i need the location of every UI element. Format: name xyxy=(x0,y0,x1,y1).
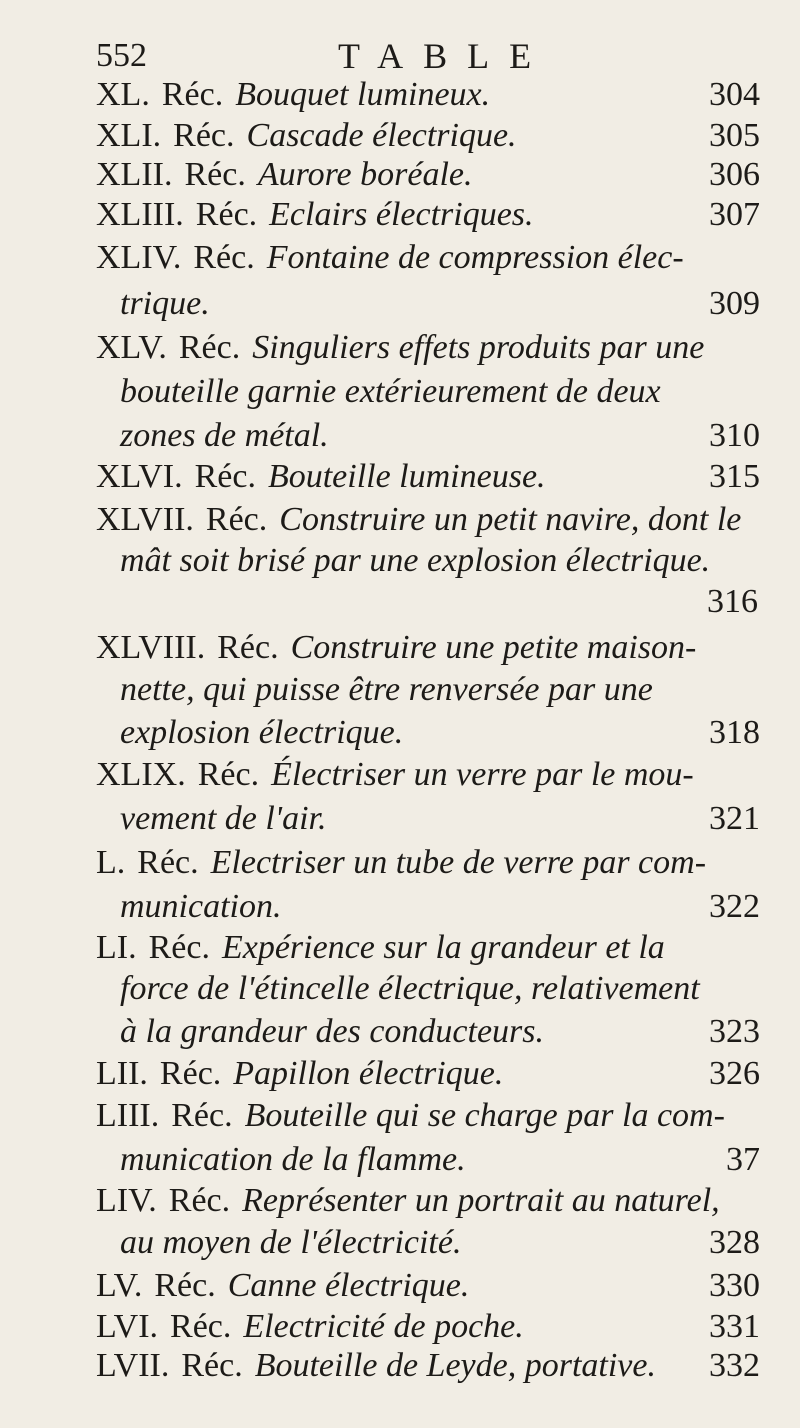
entry-rec-label: Réc. xyxy=(161,76,224,113)
entry-title: munication. xyxy=(120,888,282,925)
entry-page-number: 328 xyxy=(709,1224,760,1261)
entry-page-number: 322 xyxy=(709,888,760,925)
toc-line xyxy=(0,497,800,543)
toc-line xyxy=(0,1220,800,1266)
entry-number: LII. xyxy=(96,1055,148,1092)
entry-rec-label: Réc. xyxy=(195,196,258,233)
entry-page-number: 331 xyxy=(709,1308,760,1345)
toc-line xyxy=(0,840,800,886)
entry-title: zones de métal. xyxy=(120,417,329,454)
entry-page-number: 310 xyxy=(709,417,760,454)
entry-number: LVII. xyxy=(96,1347,170,1384)
entry-number: LI. xyxy=(96,929,137,966)
toc-line xyxy=(0,710,800,756)
entry-rec-label: Réc. xyxy=(193,239,255,276)
entry-page-number: 306 xyxy=(709,156,760,193)
entry-number: L. xyxy=(96,844,126,881)
entry-number: XLI. xyxy=(96,117,162,154)
entry-rec-label: Réc. xyxy=(170,1308,232,1345)
toc-line xyxy=(0,752,800,798)
entry-number: XLVII. xyxy=(96,501,194,538)
entry-title: Construire une petite maison- xyxy=(290,629,697,666)
entry-title: à la grandeur des conducteurs. xyxy=(120,1013,545,1050)
entry-rec-label: Réc. xyxy=(194,458,256,495)
toc-line xyxy=(0,966,800,1012)
toc-line xyxy=(0,192,800,238)
toc-line xyxy=(0,538,800,584)
entry-number: XLIII. xyxy=(96,196,184,233)
entry-number: LIII. xyxy=(96,1097,160,1134)
entry-number: XL. xyxy=(96,76,150,113)
entry-title: bouteille garnie extérieurement de deux xyxy=(120,373,661,410)
entry-rec-label: Réc. xyxy=(137,844,199,881)
entry-title: Electriser un tube de verre par com- xyxy=(210,844,707,881)
entry-title: Représenter un portrait au naturel, xyxy=(242,1182,720,1219)
entry-page-number: 309 xyxy=(709,285,760,322)
toc-line xyxy=(0,369,800,415)
toc-line xyxy=(0,579,800,625)
entry-rec-label: Réc. xyxy=(148,929,210,966)
entry-page-number: 330 xyxy=(709,1267,760,1304)
toc-line xyxy=(0,1178,800,1224)
entry-title: Fontaine de compression élec- xyxy=(266,239,684,276)
entry-title: Aurore boréale. xyxy=(257,156,473,193)
entry-number: XLV. xyxy=(96,329,167,366)
entry-title: Bouteille lumineuse. xyxy=(267,458,546,495)
entry-title: Singuliers effets produits par une xyxy=(252,329,705,366)
entry-page-number: 305 xyxy=(709,117,760,154)
entry-number: XLVIII. xyxy=(96,629,206,666)
entry-rec-label: Réc. xyxy=(168,1182,231,1219)
entry-page-number: 307 xyxy=(709,196,760,233)
toc-line xyxy=(0,1009,800,1055)
entry-page-number: 323 xyxy=(709,1013,760,1050)
entry-title: Bouteille de Leyde, portative. xyxy=(254,1347,656,1384)
entry-rec-label: Réc. xyxy=(178,329,241,366)
toc-line xyxy=(0,884,800,930)
entry-rec-label: Réc. xyxy=(181,1347,243,1384)
entry-number: XLIV. xyxy=(96,239,182,276)
entry-title: explosion électrique. xyxy=(120,714,404,751)
entry-title: Électriser un verre par le mou- xyxy=(271,756,694,793)
page-number: 552 xyxy=(96,37,147,74)
entry-title: Construire un petit navire, dont le xyxy=(279,501,742,538)
entry-rec-label: Réc. xyxy=(171,1097,233,1134)
toc-line xyxy=(0,413,800,459)
entry-title: nette, qui puisse être renversée par une xyxy=(120,671,653,708)
toc-line xyxy=(0,925,800,971)
entry-rec-label: Réc. xyxy=(154,1267,216,1304)
toc-line xyxy=(0,72,800,118)
entry-rec-label: Réc. xyxy=(159,1055,222,1092)
toc-line xyxy=(0,325,800,371)
entry-title: Eclairs électriques. xyxy=(269,196,534,233)
entry-number: XLVI. xyxy=(96,458,183,495)
entry-number: LVI. xyxy=(96,1308,159,1345)
entry-title: Cascade électrique. xyxy=(246,117,517,154)
toc-line xyxy=(0,281,800,327)
entry-number: XLIX. xyxy=(96,756,186,793)
entry-page-number: 316 xyxy=(707,583,758,620)
toc-line xyxy=(0,235,800,281)
toc-line xyxy=(0,625,800,671)
toc-line xyxy=(0,1093,800,1139)
entry-title: munication de la flamme. xyxy=(120,1141,466,1178)
entry-title: Expérience sur la grandeur et la xyxy=(221,929,665,966)
entry-number: LV. xyxy=(96,1267,143,1304)
toc-line xyxy=(0,667,800,713)
toc-line xyxy=(0,454,800,500)
toc-line xyxy=(0,1263,800,1309)
entry-title: Papillon électrique. xyxy=(233,1055,504,1092)
entry-title: vement de l'air. xyxy=(120,800,327,837)
entry-number: XLII. xyxy=(96,156,173,193)
entry-rec-label: Réc. xyxy=(205,501,268,538)
entry-number: LIV. xyxy=(96,1182,157,1219)
entry-rec-label: Réc. xyxy=(173,117,235,154)
entry-page-number: 332 xyxy=(709,1347,760,1384)
entry-page-number: 321 xyxy=(709,800,760,837)
entry-rec-label: Réc. xyxy=(197,756,260,793)
entry-title: force de l'étincelle électrique, relativement xyxy=(120,970,700,1007)
entry-page-number: 37 xyxy=(726,1141,760,1178)
entry-rec-label: Réc. xyxy=(217,629,279,666)
toc-line xyxy=(0,796,800,842)
entry-page-number: 315 xyxy=(709,458,760,495)
entry-title: au moyen de l'électricité. xyxy=(120,1224,462,1261)
entry-title: Canne électrique. xyxy=(227,1267,470,1304)
entry-title: Electricité de poche. xyxy=(243,1308,524,1345)
toc-line xyxy=(0,1137,800,1183)
entry-title: Bouteille qui se charge par la com- xyxy=(244,1097,725,1134)
entry-page-number: 304 xyxy=(709,76,760,113)
entry-page-number: 318 xyxy=(709,714,760,751)
entry-rec-label: Réc. xyxy=(184,156,246,193)
entry-title: trique. xyxy=(120,285,210,322)
toc-line xyxy=(0,1051,800,1097)
entry-title: Bouquet lumineux. xyxy=(235,76,491,113)
entry-page-number: 326 xyxy=(709,1055,760,1092)
entry-title: mât soit brisé par une explosion électrique. xyxy=(120,542,711,579)
toc-line xyxy=(0,1343,800,1389)
page-title: TABLE xyxy=(338,36,552,76)
